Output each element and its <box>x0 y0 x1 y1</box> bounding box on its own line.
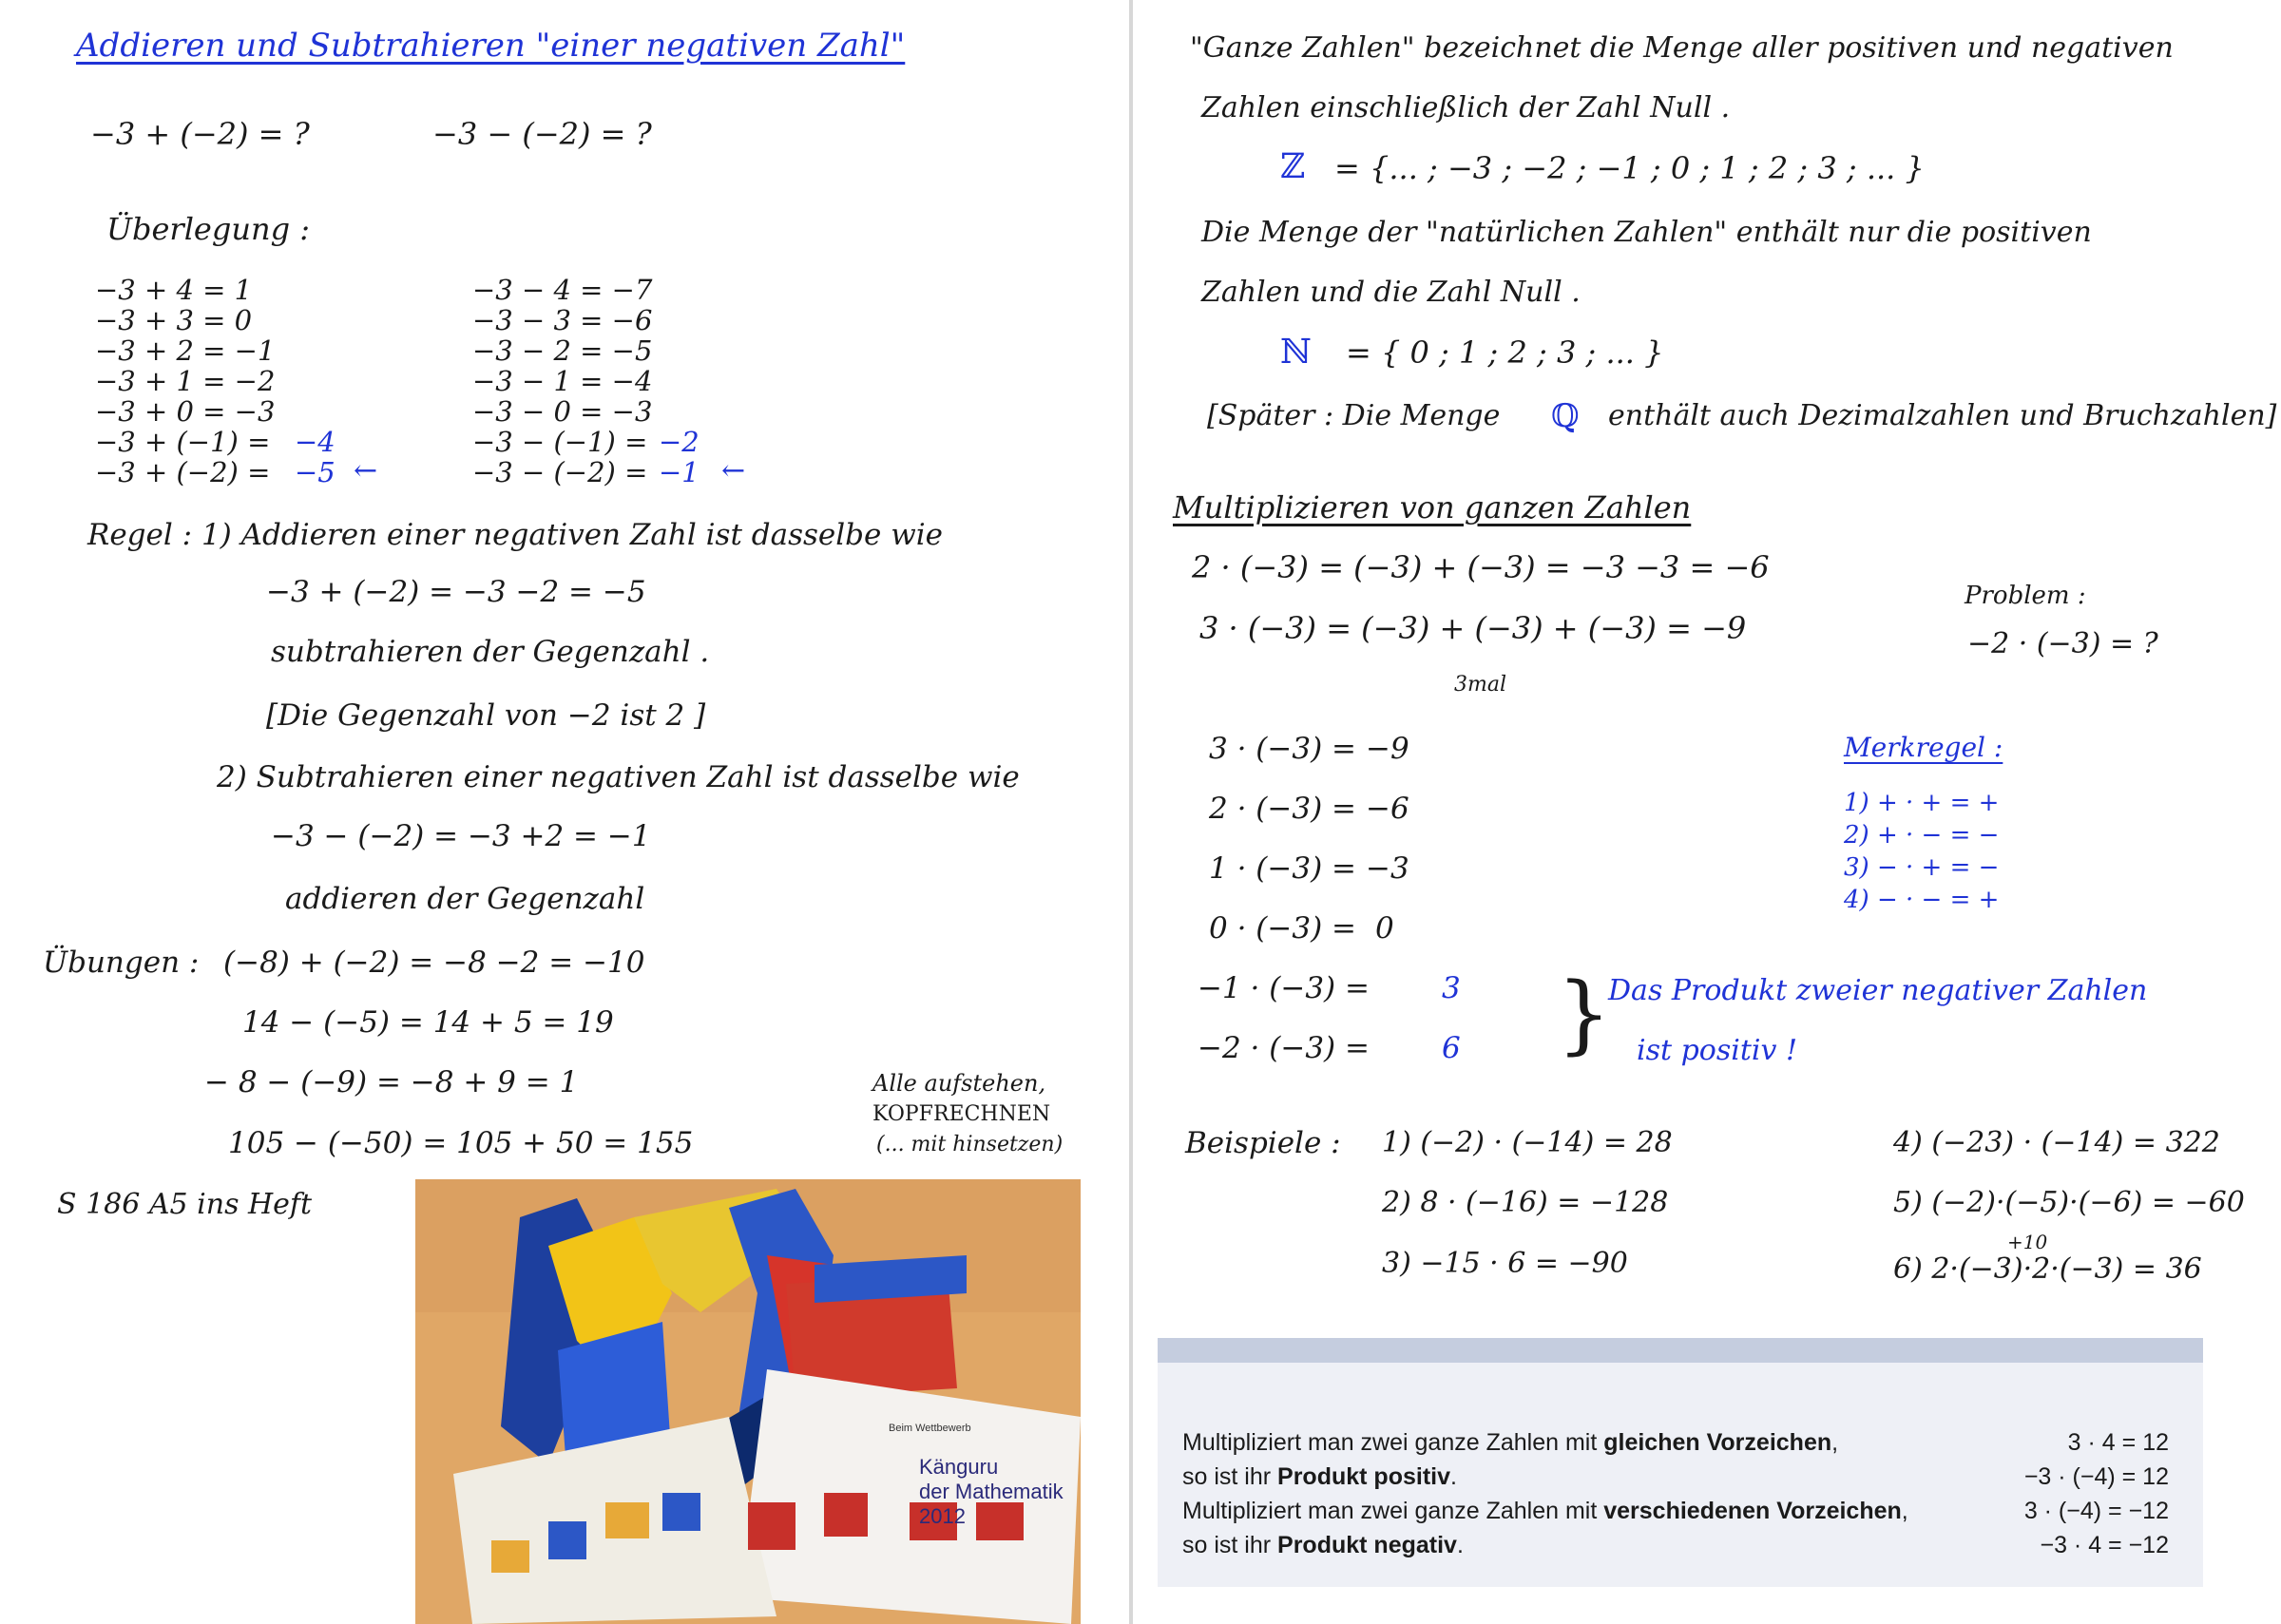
sub-row: −3 − 1 = −4 <box>472 365 653 397</box>
table-lhs: 0 · (−3) = <box>1209 911 1356 946</box>
rule-box-equation: 3 · (−4) = −12 <box>2023 1498 2169 1524</box>
rule-text: . <box>1456 1532 1464 1558</box>
rule-text: so ist ihr <box>1182 1532 1278 1558</box>
integer-symbol: ℤ <box>1280 147 1306 186</box>
rule-1-equation: −3 + (−2) = −3 −2 = −5 <box>266 575 646 609</box>
table-lhs: 2 · (−3) = <box>1209 792 1356 826</box>
rule-box-equation: −3 · (−4) = 12 <box>2023 1463 2169 1490</box>
sub-row: −3 − 3 = −6 <box>472 304 653 336</box>
rule-1: Regel : 1) Addieren einer negativen Zahl ist dasselbe wie <box>87 518 943 552</box>
question-add: −3 + (−2) = ? <box>90 116 310 152</box>
example-left: 3) −15 · 6 = −90 <box>1382 1247 1628 1280</box>
curly-brace-icon: } <box>1557 965 1612 1064</box>
add-row: −3 + (−2) = <box>95 456 271 488</box>
rule-text: , <box>1831 1429 1839 1456</box>
merkregel-line: 1) + · + = + <box>1844 789 2000 817</box>
rule-box-equation: −3 · 4 = −12 <box>2040 1532 2169 1558</box>
rule-box-line <box>1182 1429 1838 1457</box>
rule-2: 2) Subtrahieren einer negativen Zahl ist dasselbe wie <box>217 760 1020 794</box>
sub-row: −3 − (−2) = <box>472 456 648 488</box>
photo-illustration <box>415 1179 1081 1624</box>
problem-label: Problem : <box>1965 582 2086 610</box>
table-rhs: −6 <box>1366 792 1409 826</box>
example-right: 6) 2·(−3)·2·(−3) = 36 <box>1893 1252 2202 1286</box>
exercise: (−8) + (−2) = −8 −2 = −10 <box>223 946 645 980</box>
natural-intro: Die Menge der "natürlichen Zahlen" enthält nur die positiven <box>1201 216 2092 249</box>
arrow-left-icon: ← <box>721 454 746 487</box>
product-rule-2: ist positiv ! <box>1637 1034 1798 1067</box>
sub-row-result: −1 <box>659 456 700 488</box>
uebungen-heading: Übungen : <box>43 946 200 980</box>
rule-text-bold: gleichen Vorzeichen <box>1603 1429 1832 1456</box>
rule-text: Multipliziert man zwei ganze Zahlen mit <box>1182 1498 1604 1524</box>
question-sub: −3 − (−2) = ? <box>432 116 652 152</box>
table-rhs: −9 <box>1366 732 1409 766</box>
rule-box-line <box>1182 1498 1908 1525</box>
table-rhs: −3 <box>1366 851 1409 886</box>
merkregel-line: 3) − · + = − <box>1844 853 2000 882</box>
example-right: 5) (−2)·(−5)·(−6) = −60 <box>1893 1186 2245 1219</box>
add-row-result: −4 <box>295 426 335 458</box>
ganze-zahlen-intro: "Ganze Zahlen" bezeichnet die Menge aller positiven und negativen <box>1190 31 2174 65</box>
rule-text-bold: verschiedenen Vorzeichen <box>1603 1498 1902 1524</box>
beispiele-heading: Beispiele : <box>1185 1126 1341 1160</box>
natural-symbol: ℕ <box>1280 333 1312 372</box>
table-rhs: 0 <box>1375 911 1394 946</box>
sub-row: −3 − 2 = −5 <box>472 334 653 367</box>
table-lhs: −1 · (−3) = <box>1198 971 1370 1005</box>
photo-snake-puzzles <box>415 1179 1081 1624</box>
add-row: −3 + 0 = −3 <box>95 395 276 428</box>
rule-text: . <box>1450 1463 1457 1490</box>
rule-text: Multipliziert man zwei ganze Zahlen mit <box>1182 1429 1604 1456</box>
left-title: Addieren und Subtrahieren "einer negativen Zahl" <box>76 27 906 65</box>
rule-text-bold: Produkt negativ <box>1277 1532 1457 1558</box>
homework: S 186 A5 ins Heft <box>57 1188 313 1221</box>
later-note-2: enthält auch Dezimalzahlen und Bruchzahlen] <box>1608 399 2277 432</box>
rule-box <box>1158 1338 2203 1587</box>
ueberlegung-heading: Überlegung : <box>106 211 310 247</box>
rule-box-line <box>1182 1463 1457 1491</box>
add-row: −3 + 4 = 1 <box>95 274 253 306</box>
mult-example: 3 · (−3) = (−3) + (−3) + (−3) = −9 <box>1199 610 1747 646</box>
table-rhs-result: 6 <box>1442 1031 1461 1065</box>
mult-example: 2 · (−3) = (−3) + (−3) = −3 −3 = −6 <box>1192 549 1770 585</box>
book-title: Känguru <box>919 1455 999 1479</box>
book-title: 2012 <box>919 1504 966 1528</box>
merkregel-heading: Merkregel : <box>1844 732 2003 763</box>
later-note: [Später : Die Menge <box>1207 399 1501 432</box>
example-plus10: +10 <box>2007 1231 2048 1253</box>
problem-equation: −2 · (−3) = ? <box>1967 627 2158 660</box>
rule-text: so ist ihr <box>1182 1463 1278 1490</box>
book-title: der Mathematik <box>919 1480 1064 1503</box>
add-row: −3 + 2 = −1 <box>95 334 276 367</box>
merkregel-line: 2) + · − = − <box>1844 821 2000 850</box>
natural-set: = { 0 ; 1 ; 2 ; 3 ; ... } <box>1346 334 1664 371</box>
rule-box-equation: 3 · 4 = 12 <box>2067 1429 2169 1456</box>
sub-row-result: −2 <box>659 426 700 458</box>
left-page <box>0 0 1129 1624</box>
natural-intro-2: Zahlen und die Zahl Null . <box>1201 276 1581 309</box>
table-lhs: −2 · (−3) = <box>1198 1031 1370 1065</box>
table-rhs-result: 3 <box>1442 971 1461 1005</box>
merkregel-line: 4) − · − = + <box>1844 886 2000 914</box>
note-line: KOPFRECHNEN <box>872 1102 1051 1126</box>
note-line: Alle aufstehen, <box>872 1070 1046 1097</box>
example-left: 1) (−2) · (−14) = 28 <box>1382 1126 1673 1159</box>
product-rule: Das Produkt zweier negativer Zahlen <box>1608 974 2148 1007</box>
table-lhs: 3 · (−3) = <box>1209 732 1356 766</box>
sub-row: −3 − 0 = −3 <box>472 395 653 428</box>
rule-text: , <box>1901 1498 1908 1524</box>
exercise: 105 − (−50) = 105 + 50 = 155 <box>228 1126 694 1160</box>
integer-set: = {... ; −3 ; −2 ; −1 ; 0 ; 1 ; 2 ; 3 ; ... } <box>1334 150 1925 186</box>
sub-row: −3 − (−1) = <box>472 426 648 458</box>
sub-row: −3 − 4 = −7 <box>472 274 653 306</box>
note-line: (... mit hinsetzen) <box>876 1133 1064 1156</box>
rational-symbol: ℚ <box>1551 397 1580 435</box>
book-caption: Beim Wettbewerb <box>889 1423 971 1434</box>
rule-2-text: addieren der Gegenzahl <box>285 882 645 916</box>
example-left: 2) 8 · (−16) = −128 <box>1382 1186 1669 1219</box>
mult-title: Multiplizieren von ganzen Zahlen <box>1173 489 1692 525</box>
rule-text-bold: Produkt positiv <box>1277 1463 1450 1490</box>
ganze-zahlen-intro-2: Zahlen einschließlich der Zahl Null . <box>1201 91 1731 124</box>
add-row: −3 + 3 = 0 <box>95 304 253 336</box>
add-row: −3 + 1 = −2 <box>95 365 276 397</box>
rule-2-equation: −3 − (−2) = −3 +2 = −1 <box>271 819 651 853</box>
rule-1-note: [Die Gegenzahl von −2 ist 2 ] <box>266 698 706 733</box>
exercise: − 8 − (−9) = −8 + 9 = 1 <box>204 1065 579 1099</box>
example-right: 4) (−23) · (−14) = 322 <box>1893 1126 2220 1159</box>
add-row: −3 + (−1) = <box>95 426 271 458</box>
rule-box-line <box>1182 1532 1464 1559</box>
arrow-left-icon: ← <box>354 454 378 487</box>
exercise: 14 − (−5) = 14 + 5 = 19 <box>242 1005 614 1040</box>
mult-underbrace-label: 3mal <box>1454 673 1507 697</box>
table-lhs: 1 · (−3) = <box>1209 851 1356 886</box>
add-row-result: −5 <box>295 456 335 488</box>
rule-1-text: subtrahieren der Gegenzahl . <box>271 635 710 669</box>
